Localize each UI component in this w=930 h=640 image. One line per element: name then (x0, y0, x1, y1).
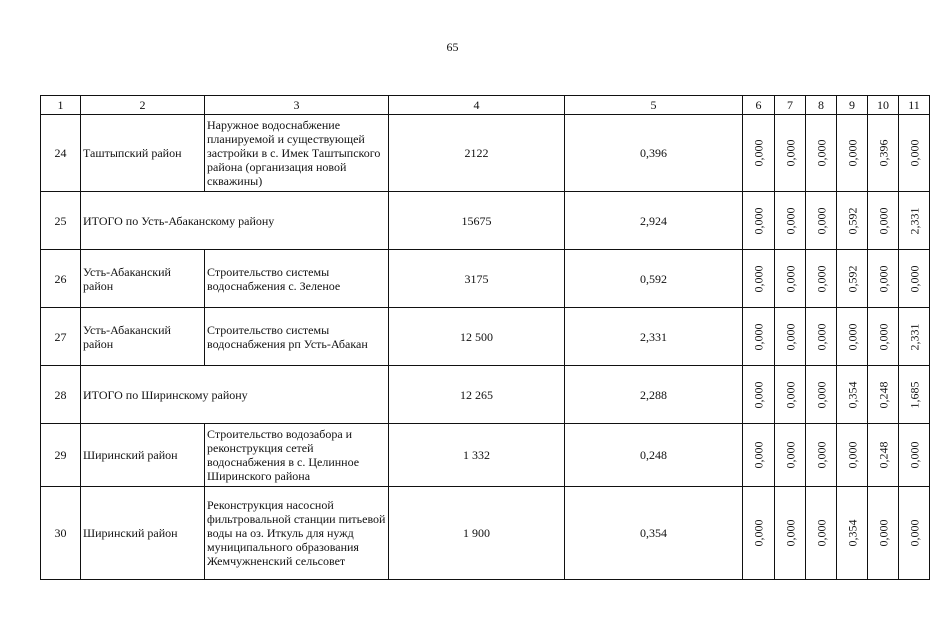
year-value-cell: 0,000 (837, 424, 868, 487)
value-cell: 2122 (389, 115, 565, 192)
value-cell: 12 500 (389, 308, 565, 366)
object-cell: Строительство системы водоснабжения рп Усть-Абакан (205, 308, 389, 366)
year-value-cell: 0,000 (743, 366, 775, 424)
column-number: 5 (565, 96, 743, 115)
year-value-cell: 0,000 (775, 424, 806, 487)
value-cell: 0,396 (565, 115, 743, 192)
table-row (41, 250, 930, 308)
year-value-cell: 0,000 (868, 487, 899, 580)
total-label-cell: ИТОГО по Ширинскому району (81, 366, 389, 424)
year-value-cell: 0,000 (775, 192, 806, 250)
year-value-cell: 2,331 (899, 192, 930, 250)
year-value-cell: 2,331 (899, 308, 930, 366)
column-number: 10 (868, 96, 899, 115)
column-number: 3 (205, 96, 389, 115)
district-cell: Ширинский район (81, 487, 205, 580)
value-cell: 15675 (389, 192, 565, 250)
row-number: 27 (41, 308, 81, 366)
row-number: 30 (41, 487, 81, 580)
total-label-cell: ИТОГО по Усть-Абаканскому району (81, 192, 389, 250)
year-value-cell: 0,000 (837, 115, 868, 192)
year-value-cell: 0,000 (899, 424, 930, 487)
row-number: 25 (41, 192, 81, 250)
column-number: 2 (81, 96, 205, 115)
data-table (40, 95, 930, 580)
table-row (41, 115, 930, 192)
year-value-cell: 0,000 (806, 115, 837, 192)
table-row (41, 366, 930, 424)
year-value-cell: 0,000 (743, 115, 775, 192)
column-number: 11 (899, 96, 930, 115)
year-value-cell: 0,000 (806, 366, 837, 424)
column-number: 6 (743, 96, 775, 115)
value-cell: 12 265 (389, 366, 565, 424)
year-value-cell: 0,000 (899, 115, 930, 192)
object-cell: Строительство системы водоснабжения с. Зеленое (205, 250, 389, 308)
row-number: 26 (41, 250, 81, 308)
column-number: 1 (41, 96, 81, 115)
table-row (41, 192, 930, 250)
table-row (41, 424, 930, 487)
year-value-cell: 0,354 (837, 487, 868, 580)
object-cell: Реконструкция насосной фильтровальной станции питьевой воды на оз. Иткуль для нужд муниципального образования Жемчужненский сельсовет (205, 487, 389, 580)
table-row (41, 308, 930, 366)
year-value-cell: 0,000 (806, 487, 837, 580)
value-cell: 0,592 (565, 250, 743, 308)
year-value-cell: 0,000 (868, 192, 899, 250)
column-number: 7 (775, 96, 806, 115)
year-value-cell: 0,000 (899, 487, 930, 580)
row-number: 29 (41, 424, 81, 487)
year-value-cell: 0,000 (775, 115, 806, 192)
object-cell: Строительство водозабора и реконструкция сетей водоснабжения в с. Целинное Ширинского района (205, 424, 389, 487)
year-value-cell: 1,685 (899, 366, 930, 424)
column-number: 8 (806, 96, 837, 115)
column-number: 9 (837, 96, 868, 115)
value-cell: 2,288 (565, 366, 743, 424)
year-value-cell: 0,000 (806, 424, 837, 487)
year-value-cell: 0,248 (868, 424, 899, 487)
district-cell: Усть-Абаканский район (81, 250, 205, 308)
year-value-cell: 0,000 (743, 250, 775, 308)
district-cell: Таштыпский район (81, 115, 205, 192)
row-number: 24 (41, 115, 81, 192)
value-cell: 1 900 (389, 487, 565, 580)
year-value-cell: 0,000 (775, 250, 806, 308)
value-cell: 2,331 (565, 308, 743, 366)
year-value-cell: 0,592 (837, 192, 868, 250)
value-cell: 0,354 (565, 487, 743, 580)
year-value-cell: 0,396 (868, 115, 899, 192)
object-cell: Наружное водоснабжение планируемой и существующей застройки в с. Имек Таштыпского района (организация новой скважины) (205, 115, 389, 192)
district-cell: Ширинский район (81, 424, 205, 487)
value-cell: 0,248 (565, 424, 743, 487)
year-value-cell: 0,000 (806, 250, 837, 308)
year-value-cell: 0,000 (868, 308, 899, 366)
year-value-cell: 0,000 (743, 192, 775, 250)
year-value-cell: 0,000 (868, 250, 899, 308)
district-cell: Усть-Абаканский район (81, 308, 205, 366)
value-cell: 1 332 (389, 424, 565, 487)
year-value-cell: 0,000 (806, 192, 837, 250)
year-value-cell: 0,000 (775, 308, 806, 366)
year-value-cell: 0,248 (868, 366, 899, 424)
row-number: 28 (41, 366, 81, 424)
year-value-cell: 0,000 (743, 424, 775, 487)
year-value-cell: 0,000 (837, 308, 868, 366)
year-value-cell: 0,354 (837, 366, 868, 424)
year-value-cell: 0,000 (743, 487, 775, 580)
year-value-cell: 0,000 (743, 308, 775, 366)
table-header-row (41, 96, 930, 115)
year-value-cell: 0,000 (775, 366, 806, 424)
year-value-cell: 0,000 (899, 250, 930, 308)
value-cell: 2,924 (565, 192, 743, 250)
value-cell: 3175 (389, 250, 565, 308)
table-row (41, 487, 930, 580)
column-number: 4 (389, 96, 565, 115)
page-number: 65 (446, 40, 459, 54)
year-value-cell: 0,000 (775, 487, 806, 580)
year-value-cell: 0,592 (837, 250, 868, 308)
year-value-cell: 0,000 (806, 308, 837, 366)
